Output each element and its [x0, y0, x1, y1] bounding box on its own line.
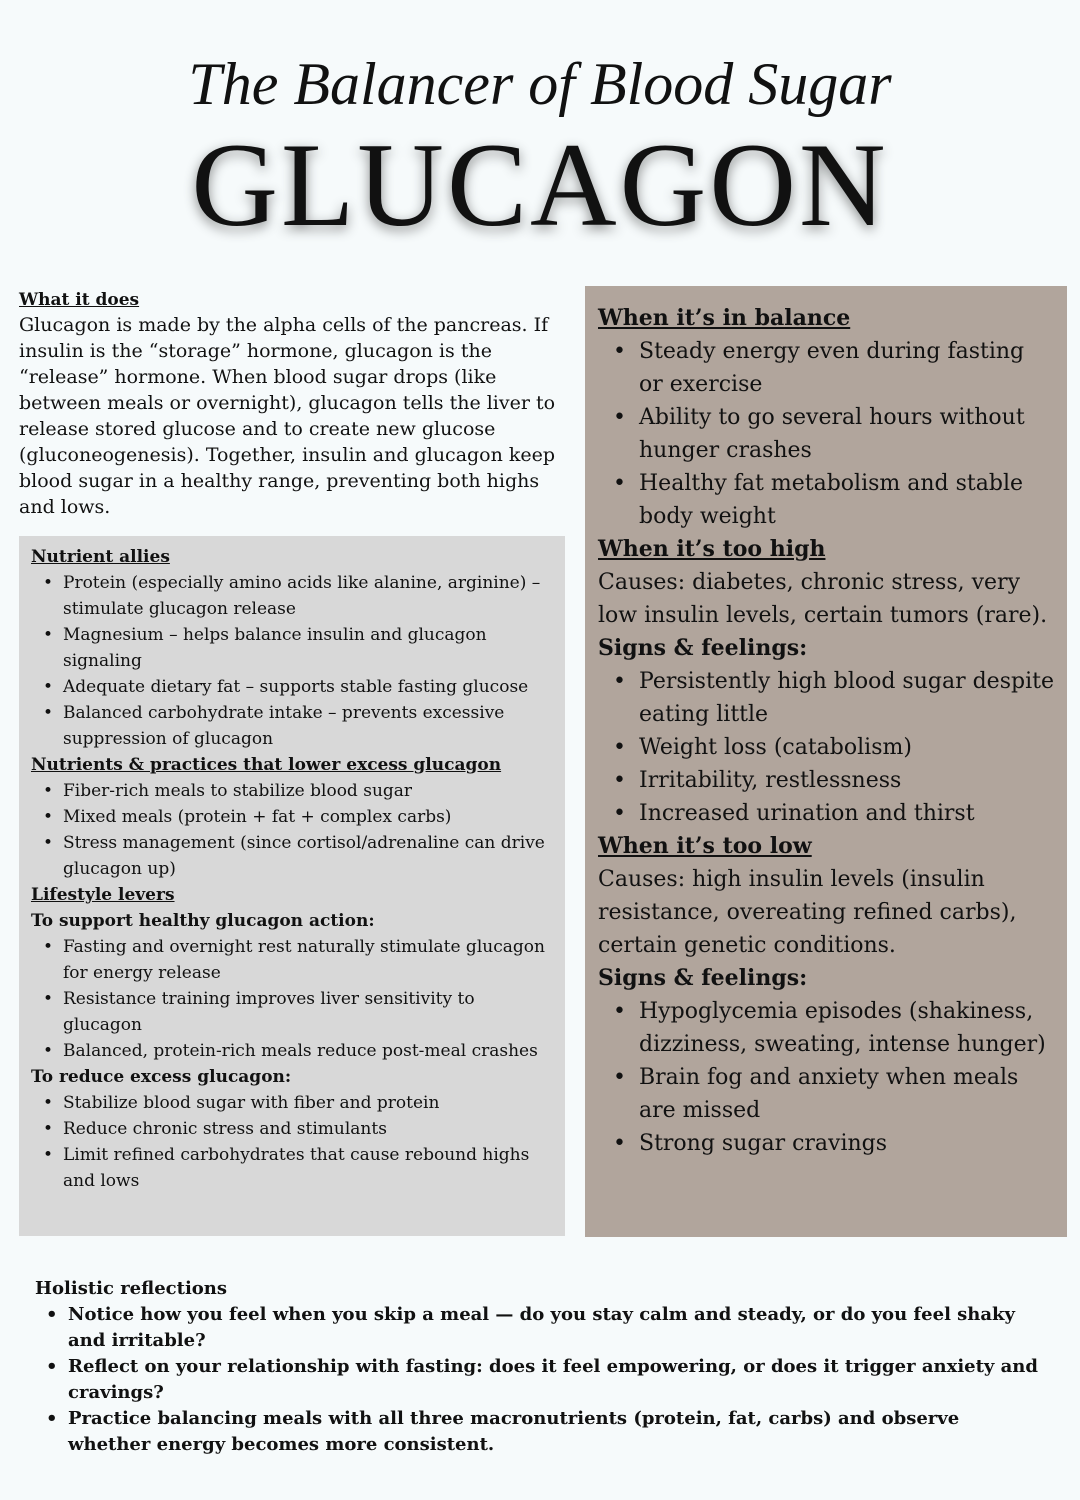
too-high-signs-list [598, 665, 1054, 830]
what-it-does-heading: What it does [19, 290, 140, 310]
lower-excess-list [31, 778, 553, 882]
support-glucagon-list [31, 934, 553, 1064]
holistic-reflections-heading: Holistic reflections [35, 1278, 228, 1299]
too-low-heading: When it’s too low [598, 833, 812, 859]
list-item: • Balanced carbohydrate intake – prevents excessive suppression of glucagon [31, 700, 553, 752]
list-item: • Limit refined carbohydrates that cause rebound highs and lows [31, 1142, 553, 1194]
list-item: • Reduce chronic stress and stimulants [31, 1116, 553, 1142]
in-balance-list [598, 335, 1054, 533]
list-item: • Fasting and overnight rest naturally stimulate glucagon for energy release [31, 934, 553, 986]
what-it-does-text: Glucagon is made by the alpha cells of the pancreas. If insulin is the “storage” hormone, glucagon is the “release” hormone. When blood sugar drops (like between meals or overnight), glucagon tells the liver to release stored glucose and to create new glucose (gluconeogenesis). Together, insulin and glucagon keep blood sugar in a healthy range, preventing both highs and lows. [19, 314, 556, 518]
reduce-glucagon-list [31, 1090, 553, 1194]
too-high-causes: Causes: diabetes, chronic stress, very low insulin levels, certain tumors (rare). [598, 570, 1048, 628]
list-item: • Strong sugar cravings [598, 1127, 1054, 1160]
list-item: • Resistance training improves liver sensitivity to glucagon [31, 986, 553, 1038]
list-item: • Notice how you feel when you skip a meal — do you stay calm and steady, or do you feel shaky and irritable? [35, 1302, 1045, 1354]
balance-states-panel [585, 286, 1067, 1237]
lifestyle-levers-heading: Lifestyle levers [31, 885, 175, 905]
page-title: GLUCAGON [191, 118, 889, 251]
too-low-signs-list [598, 995, 1054, 1160]
holistic-reflections-section [35, 1276, 1045, 1458]
list-item: • Weight loss (catabolism) [598, 731, 1054, 764]
nutrient-allies-heading: Nutrient allies [31, 547, 170, 567]
list-item: • Mixed meals (protein + fat + complex carbs) [31, 804, 553, 830]
list-item: • Hypoglycemia episodes (shakiness, dizziness, sweating, intense hunger) [598, 995, 1054, 1061]
list-item: • Balanced, protein-rich meals reduce post-meal crashes [31, 1038, 553, 1064]
too-low-causes: Causes: high insulin levels (insulin resistance, overeating refined carbs), certain genetic conditions. [598, 867, 1017, 958]
list-item: • Stabilize blood sugar with fiber and protein [31, 1090, 553, 1116]
too-high-signs-heading: Signs & feelings: [598, 635, 808, 661]
list-item: • Stress management (since cortisol/adrenaline can drive glucagon up) [31, 830, 553, 882]
reduce-glucagon-subheading: To reduce excess glucagon: [31, 1067, 292, 1087]
page-subtitle: The Balancer of Blood Sugar [188, 51, 892, 117]
list-item: • Ability to go several hours without hunger crashes [598, 401, 1054, 467]
nutrients-lifestyle-panel [19, 536, 565, 1236]
list-item: • Practice balancing meals with all three macronutrients (protein, fat, carbs) and observe whether energy becomes more consistent. [35, 1406, 1045, 1458]
what-it-does-section [19, 288, 574, 520]
list-item: • Increased urination and thirst [598, 797, 1054, 830]
list-item: • Magnesium – helps balance insulin and glucagon signaling [31, 622, 553, 674]
in-balance-heading: When it’s in balance [598, 305, 851, 331]
holistic-reflections-list [35, 1302, 1045, 1458]
too-high-heading: When it’s too high [598, 536, 826, 562]
list-item: • Steady energy even during fasting or exercise [598, 335, 1054, 401]
nutrient-allies-list [31, 570, 553, 752]
too-low-signs-heading: Signs & feelings: [598, 965, 808, 991]
lower-excess-heading: Nutrients & practices that lower excess glucagon [31, 755, 502, 775]
list-item: • Irritability, restlessness [598, 764, 1054, 797]
list-item: • Brain fog and anxiety when meals are missed [598, 1061, 1054, 1127]
list-item: • Healthy fat metabolism and stable body weight [598, 467, 1054, 533]
list-item: • Fiber-rich meals to stabilize blood sugar [31, 778, 553, 804]
list-item: • Persistently high blood sugar despite eating little [598, 665, 1054, 731]
list-item: • Reflect on your relationship with fasting: does it feel empowering, or does it trigger anxiety and cravings? [35, 1354, 1045, 1406]
support-glucagon-subheading: To support healthy glucagon action: [31, 911, 375, 931]
list-item: • Protein (especially amino acids like alanine, arginine) – stimulate glucagon release [31, 570, 553, 622]
list-item: • Adequate dietary fat – supports stable fasting glucose [31, 674, 553, 700]
